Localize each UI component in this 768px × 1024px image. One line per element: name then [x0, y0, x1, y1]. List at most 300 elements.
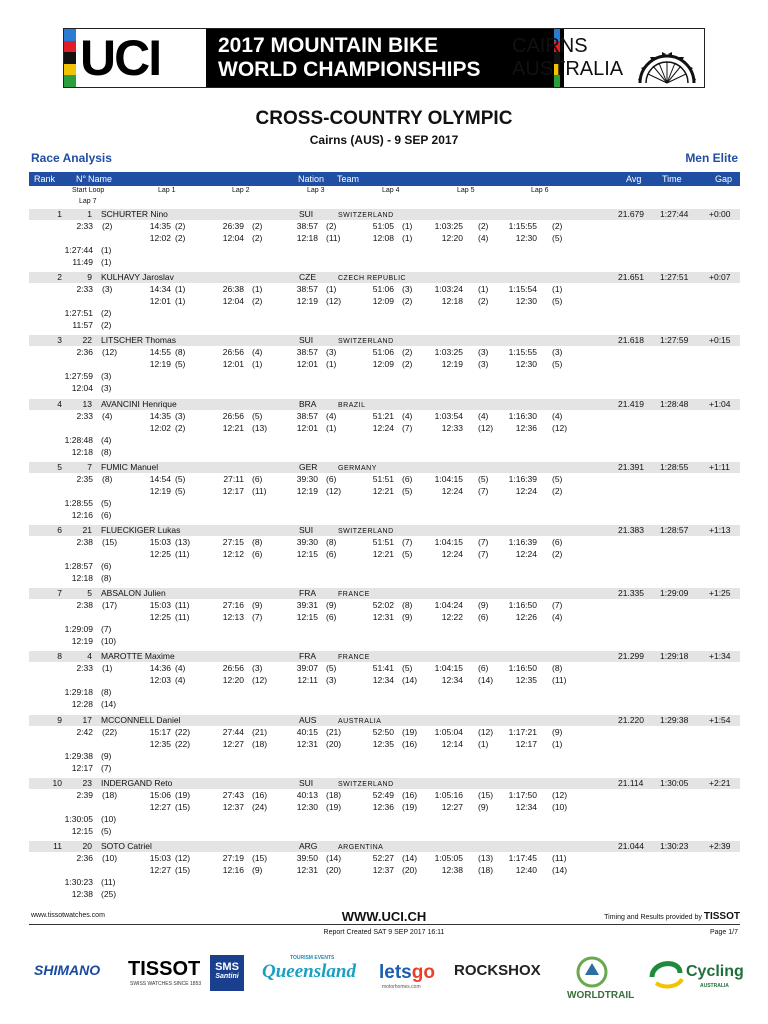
lap-time: 12:17	[515, 739, 537, 749]
lap-time: 12:15	[296, 549, 318, 559]
lap-position: (2)	[175, 233, 186, 243]
sub-lap4: Lap 4	[382, 187, 400, 194]
lap-position: (11)	[552, 675, 567, 685]
split-position: (4)	[252, 347, 263, 357]
rider-nation: SUI	[299, 335, 314, 345]
sub-lap7: Lap 7	[79, 198, 97, 205]
rider-name: MAROTTE Maxime	[101, 651, 175, 661]
split-position: (6)	[326, 474, 337, 484]
split-time: 27:11	[223, 474, 244, 484]
rider-gap: +1:25	[709, 588, 731, 598]
split-position: (3)	[252, 663, 263, 673]
lap-position: (12)	[552, 423, 568, 433]
lap-position: (12)	[252, 675, 268, 685]
lap-time: 12:33	[441, 423, 463, 433]
rider-number: 17	[82, 715, 92, 725]
lap-position: (24)	[252, 802, 268, 812]
col-time: Time	[662, 174, 682, 184]
last-lap-position: (5)	[101, 826, 112, 836]
split-time: 38:57	[296, 221, 318, 231]
rider-rank: 10	[52, 778, 62, 788]
split-position: (21)	[326, 727, 342, 737]
split-time: 40:15	[296, 727, 318, 737]
lap-position: (5)	[552, 233, 563, 243]
split-position: (6)	[478, 663, 489, 673]
lap-position: (15)	[175, 802, 191, 812]
lap-time: 12:21	[372, 486, 394, 496]
col-nation: Nation	[298, 174, 325, 184]
page-subtitle: Cairns (AUS) - 9 SEP 2017	[309, 133, 459, 147]
rider-gap: +1:54	[709, 715, 731, 725]
sub-start-loop: Start Loop	[72, 187, 105, 194]
rider-number: 21	[82, 525, 92, 535]
last-lap-position: (7)	[101, 763, 112, 773]
split-position: (4)	[175, 663, 186, 673]
lap-position: (9)	[252, 865, 263, 875]
last-lap-position: (3)	[101, 383, 112, 393]
lap-position: (5)	[402, 486, 413, 496]
last-lap-time: 12:38	[71, 889, 93, 899]
split-position: (6)	[252, 474, 263, 484]
split-time: 1:16:39	[508, 474, 537, 484]
rider-name: AVANCINI Henrique	[101, 399, 177, 409]
last-lap-position: (8)	[101, 447, 112, 457]
lap-time: 12:18	[296, 233, 318, 243]
lap-time: 12:13	[222, 612, 244, 622]
split-position: (10)	[102, 853, 118, 863]
split-position: (15)	[102, 537, 118, 547]
lap-time: 12:27	[222, 739, 244, 749]
lap-time: 12:24	[372, 423, 394, 433]
rider-name: INDERGAND Reto	[101, 778, 173, 788]
lap-position: (14)	[552, 865, 568, 875]
split-position: (8)	[326, 537, 337, 547]
rider-nation: SUI	[299, 209, 314, 219]
rider-number: 5	[87, 588, 92, 598]
split-time: 1:03:25	[434, 347, 463, 357]
split-position: (15)	[478, 790, 494, 800]
lap-time: 12:36	[515, 423, 537, 433]
split-time: 51:51	[372, 474, 394, 484]
page-number: Page 1/7	[709, 929, 738, 936]
rider-total-time: 1:28:48	[660, 399, 689, 409]
lap-position: (1)	[326, 359, 337, 369]
lap-time: 12:24	[441, 549, 463, 559]
rider-team: FRANCE	[338, 591, 370, 598]
col-gap: Gap	[715, 174, 733, 184]
finish-position: (3)	[101, 371, 112, 381]
split-position: (2)	[326, 221, 337, 231]
split-position: (3)	[402, 284, 413, 294]
lap-position: (3)	[326, 675, 337, 685]
split-time: 51:41	[372, 663, 394, 673]
col-team: Team	[337, 174, 360, 184]
rider-team: GERMANY	[338, 465, 377, 472]
split-position: (2)	[252, 221, 263, 231]
split-position: (7)	[552, 600, 563, 610]
lap-time: 12:19	[441, 359, 463, 369]
split-position: (22)	[175, 727, 191, 737]
report-created: Report Created SAT 9 SEP 2017 16:11	[323, 929, 445, 936]
table-header	[29, 172, 740, 186]
split-position: (6)	[552, 537, 563, 547]
split-time: 51:51	[372, 537, 394, 547]
rider-name: ABSALON Julien	[101, 588, 166, 598]
lap-time: 12:04	[222, 296, 244, 306]
lap-position: (12)	[478, 423, 494, 433]
worldtrail-globe-icon	[575, 955, 609, 989]
split-position: (8)	[175, 347, 186, 357]
split-position: (5)	[402, 663, 413, 673]
tourism-events-label: TOURISM EVENTS	[290, 955, 335, 961]
lap-time: 12:20	[222, 675, 244, 685]
lap-position: (2)	[175, 423, 186, 433]
last-lap-time: 11:49	[72, 257, 93, 267]
lap-time: 12:34	[515, 802, 537, 812]
split-position: (12)	[102, 347, 118, 357]
split-time: 15:17	[149, 727, 171, 737]
lap-time: 12:35	[149, 739, 171, 749]
split-time: 51:06	[372, 284, 394, 294]
lap-position: (10)	[552, 802, 568, 812]
lap-position: (14)	[402, 675, 418, 685]
lap-time: 12:27	[149, 865, 171, 875]
split-position: (7)	[402, 537, 413, 547]
rider-name: MCCONNELL Daniel	[101, 715, 181, 725]
lap-position: (2)	[552, 486, 563, 496]
lap-time: 12:15	[296, 612, 318, 622]
split-time: 14:34	[149, 284, 171, 294]
split-position: (5)	[252, 411, 263, 421]
split-position: (15)	[252, 853, 268, 863]
lap-time: 12:24	[441, 486, 463, 496]
rider-avg-speed: 21.651	[618, 272, 644, 282]
tissot-logo: TISSOT	[128, 958, 201, 980]
rider-rank: 5	[57, 462, 62, 472]
lap-position: (20)	[402, 865, 418, 875]
queensland-logo: Queensland	[262, 961, 356, 982]
rider-team: SWITZERLAND	[338, 338, 394, 345]
split-position: (2)	[102, 221, 113, 231]
split-time: 1:05:04	[434, 727, 463, 737]
sms-santini-logo	[210, 955, 244, 991]
lap-position: (6)	[326, 612, 337, 622]
split-time: 51:06	[372, 347, 394, 357]
split-time: 2:35	[76, 474, 93, 484]
sub-lap3: Lap 3	[307, 187, 325, 194]
last-lap-time: 12:18	[71, 573, 93, 583]
rider-avg-speed: 21.383	[618, 525, 644, 535]
rider-number: 1	[87, 209, 92, 219]
rider-rank: 4	[57, 399, 62, 409]
split-position: (2)	[478, 221, 489, 231]
split-position: (12)	[478, 727, 494, 737]
lap-time: 12:19	[296, 296, 318, 306]
lap-time: 12:31	[296, 865, 318, 875]
rider-number: 9	[87, 272, 92, 282]
lap-position: (15)	[175, 865, 191, 875]
split-position: (8)	[252, 537, 263, 547]
split-time: 26:38	[222, 284, 244, 294]
lap-position: (2)	[402, 296, 413, 306]
lap-position: (14)	[478, 675, 494, 685]
split-time: 39:07	[296, 663, 318, 673]
split-position: (16)	[402, 790, 418, 800]
rider-total-time: 1:29:09	[660, 588, 689, 598]
split-position: (22)	[102, 727, 118, 737]
lap-time: 12:31	[372, 612, 394, 622]
lap-position: (7)	[402, 423, 413, 433]
last-lap-time: 12:04	[71, 383, 93, 393]
split-time: 2:33	[76, 284, 93, 294]
rider-gap: +1:04	[709, 399, 731, 409]
finish-time: 1:28:48	[64, 435, 93, 445]
lap-time: 12:21	[222, 423, 244, 433]
lap-time: 12:14	[441, 739, 463, 749]
split-position: (19)	[402, 727, 418, 737]
lap-time: 12:19	[149, 359, 171, 369]
split-position: (13)	[175, 537, 191, 547]
lap-position: (5)	[552, 359, 563, 369]
lap-position: (9)	[478, 802, 489, 812]
lap-position: (6)	[478, 612, 489, 622]
last-lap-time: 11:57	[72, 320, 93, 330]
section-title: Race Analysis	[31, 151, 112, 165]
rider-avg-speed: 21.299	[618, 651, 644, 661]
stripe-band	[64, 75, 76, 87]
rider-avg-speed: 21.679	[618, 209, 644, 219]
split-position: (9)	[552, 727, 563, 737]
lap-position: (11)	[326, 233, 341, 243]
lap-position: (1)	[175, 296, 186, 306]
rider-name: KULHAVY Jaroslav	[101, 272, 174, 282]
lap-time: 12:30	[515, 233, 537, 243]
rainbow-stripes	[64, 29, 76, 87]
split-position: (4)	[402, 411, 413, 421]
lap-position: (5)	[552, 296, 563, 306]
split-position: (7)	[478, 537, 489, 547]
lap-time: 12:03	[149, 675, 171, 685]
split-position: (2)	[175, 221, 186, 231]
lap-position: (1)	[552, 739, 563, 749]
split-time: 26:56	[222, 411, 244, 421]
stripe-band	[64, 52, 76, 64]
split-time: 39:50	[296, 853, 318, 863]
rider-total-time: 1:30:05	[660, 778, 689, 788]
split-time: 38:57	[296, 347, 318, 357]
split-time: 1:04:15	[434, 474, 463, 484]
lap-position: (13)	[252, 423, 268, 433]
uci-logo: UCI	[80, 30, 161, 86]
split-time: 14:54	[149, 474, 171, 484]
split-position: (16)	[252, 790, 268, 800]
rider-gap: +2:39	[709, 841, 731, 851]
finish-time: 1:29:09	[64, 624, 93, 634]
split-position: (3)	[175, 411, 186, 421]
split-position: (5)	[552, 474, 563, 484]
split-position: (9)	[478, 600, 489, 610]
split-time: 51:21	[372, 411, 394, 421]
worldtrail-logo: WORLDTRAIL	[567, 990, 635, 1001]
split-position: (4)	[478, 411, 489, 421]
finish-time: 1:29:38	[64, 751, 93, 761]
sub-lap2: Lap 2	[232, 187, 250, 194]
split-position: (4)	[326, 411, 337, 421]
split-time: 1:03:25	[434, 221, 463, 231]
lap-time: 12:37	[372, 865, 394, 875]
lap-position: (22)	[175, 739, 191, 749]
split-time: 38:57	[296, 411, 318, 421]
split-time: 39:31	[296, 600, 318, 610]
lap-position: (1)	[402, 233, 413, 243]
lap-position: (4)	[175, 675, 186, 685]
split-position: (2)	[402, 347, 413, 357]
last-lap-position: (10)	[101, 636, 117, 646]
split-time: 2:33	[76, 411, 93, 421]
split-position: (1)	[478, 284, 489, 294]
lap-time: 12:11	[297, 675, 318, 685]
lap-position: (1)	[478, 739, 489, 749]
lap-time: 12:24	[515, 549, 537, 559]
split-time: 1:04:15	[434, 537, 463, 547]
motorhomes-label: motorhomes.com	[382, 984, 421, 990]
lap-position: (5)	[402, 549, 413, 559]
rider-team: SWITZERLAND	[338, 212, 394, 219]
split-position: (6)	[402, 474, 413, 484]
rider-rank: 7	[57, 588, 62, 598]
rider-name: LITSCHER Thomas	[101, 335, 176, 345]
lap-position: (9)	[402, 612, 413, 622]
santini-text: Santini	[215, 973, 239, 980]
rider-total-time: 1:30:23	[660, 841, 689, 851]
rider-rank: 2	[57, 272, 62, 282]
rider-number: 23	[82, 778, 92, 788]
lap-time: 12:27	[441, 802, 463, 812]
lap-time: 12:19	[149, 486, 171, 496]
col-avg: Avg	[626, 174, 642, 184]
split-time: 1:04:15	[434, 663, 463, 673]
split-position: (2)	[552, 221, 563, 231]
split-time: 1:05:16	[434, 790, 463, 800]
shimano-logo: SHIMANO	[34, 962, 101, 978]
rider-rank: 11	[53, 841, 62, 851]
rider-nation: FRA	[299, 651, 316, 661]
split-time: 26:56	[222, 663, 244, 673]
split-time: 1:16:39	[508, 537, 537, 547]
last-lap-time: 12:16	[71, 510, 93, 520]
col-rank: Rank	[34, 174, 56, 184]
split-time: 1:15:55	[508, 347, 537, 357]
split-time: 2:33	[76, 663, 93, 673]
lap-time: 12:35	[515, 675, 537, 685]
split-time: 15:06	[149, 790, 171, 800]
lap-position: (19)	[326, 802, 342, 812]
split-time: 1:04:24	[434, 600, 463, 610]
rider-gap: +0:00	[709, 209, 731, 219]
uci-website[interactable]: WWW.UCI.CH	[341, 909, 427, 924]
split-position: (3)	[102, 284, 113, 294]
lap-time: 12:35	[372, 739, 394, 749]
split-time: 2:36	[76, 853, 93, 863]
last-lap-position: (8)	[101, 573, 112, 583]
sub-lap5: Lap 5	[457, 187, 475, 194]
lap-time: 12:34	[441, 675, 463, 685]
rider-rank: 6	[57, 525, 62, 535]
split-time: 14:55	[149, 347, 171, 357]
lap-time: 12:19	[296, 486, 318, 496]
lap-position: (12)	[326, 486, 342, 496]
cycling-australia-logo: Cycling	[686, 963, 744, 980]
lap-position: (19)	[402, 802, 418, 812]
rider-total-time: 1:28:57	[660, 525, 689, 535]
split-position: (14)	[326, 853, 342, 863]
rider-team: FRANCE	[338, 654, 370, 661]
lap-time: 12:20	[441, 233, 463, 243]
last-lap-time: 12:18	[71, 447, 93, 457]
split-position: (1)	[252, 284, 263, 294]
split-time: 27:19	[222, 853, 244, 863]
split-time: 2:42	[76, 727, 93, 737]
finish-position: (2)	[101, 308, 112, 318]
split-position: (17)	[102, 600, 118, 610]
split-position: (1)	[402, 221, 413, 231]
split-position: (11)	[175, 600, 190, 610]
rider-rank: 3	[57, 335, 62, 345]
finish-time: 1:27:59	[64, 371, 93, 381]
rider-team: BRAZIL	[338, 402, 366, 409]
letsgo-logo	[379, 962, 435, 984]
rider-nation: SUI	[299, 778, 314, 788]
lap-time: 12:40	[515, 865, 537, 875]
lap-time: 12:24	[515, 486, 537, 496]
finish-position: (8)	[101, 687, 112, 697]
split-position: (5)	[175, 474, 186, 484]
split-time: 1:03:54	[434, 411, 463, 421]
timing-credit	[604, 911, 740, 922]
finish-time: 1:30:05	[64, 814, 93, 824]
split-time: 51:05	[372, 221, 394, 231]
split-time: 1:17:50	[508, 790, 537, 800]
lap-position: (2)	[252, 296, 263, 306]
finish-time: 1:27:51	[64, 308, 93, 318]
split-time: 2:36	[76, 347, 93, 357]
rider-nation: BRA	[299, 399, 317, 409]
rider-avg-speed: 21.618	[618, 335, 644, 345]
rider-team: ARGENTINA	[338, 844, 384, 851]
lap-position: (20)	[326, 739, 342, 749]
split-time: 52:50	[372, 727, 394, 737]
rider-gap: +1:13	[709, 525, 731, 535]
rider-number: 7	[87, 462, 92, 472]
split-position: (21)	[252, 727, 268, 737]
lap-time: 12:34	[372, 675, 394, 685]
lap-time: 12:01	[296, 359, 318, 369]
rider-number: 13	[82, 399, 92, 409]
rider-avg-speed: 21.391	[618, 462, 644, 472]
finish-position: (4)	[101, 435, 112, 445]
finish-position: (7)	[101, 624, 112, 634]
split-time: 27:16	[222, 600, 244, 610]
split-time: 40:13	[296, 790, 318, 800]
tissot-website[interactable]: www.tissotwatches.com	[31, 912, 105, 919]
rider-team: SWITZERLAND	[338, 781, 394, 788]
split-position: (8)	[102, 474, 113, 484]
rider-avg-speed: 21.114	[618, 778, 644, 788]
split-position: (3)	[552, 347, 563, 357]
host-city: CAIRNS	[512, 35, 588, 57]
rockshox-logo: ROCKSHOX	[454, 962, 541, 979]
rider-team: AUSTRALIA	[338, 718, 382, 725]
